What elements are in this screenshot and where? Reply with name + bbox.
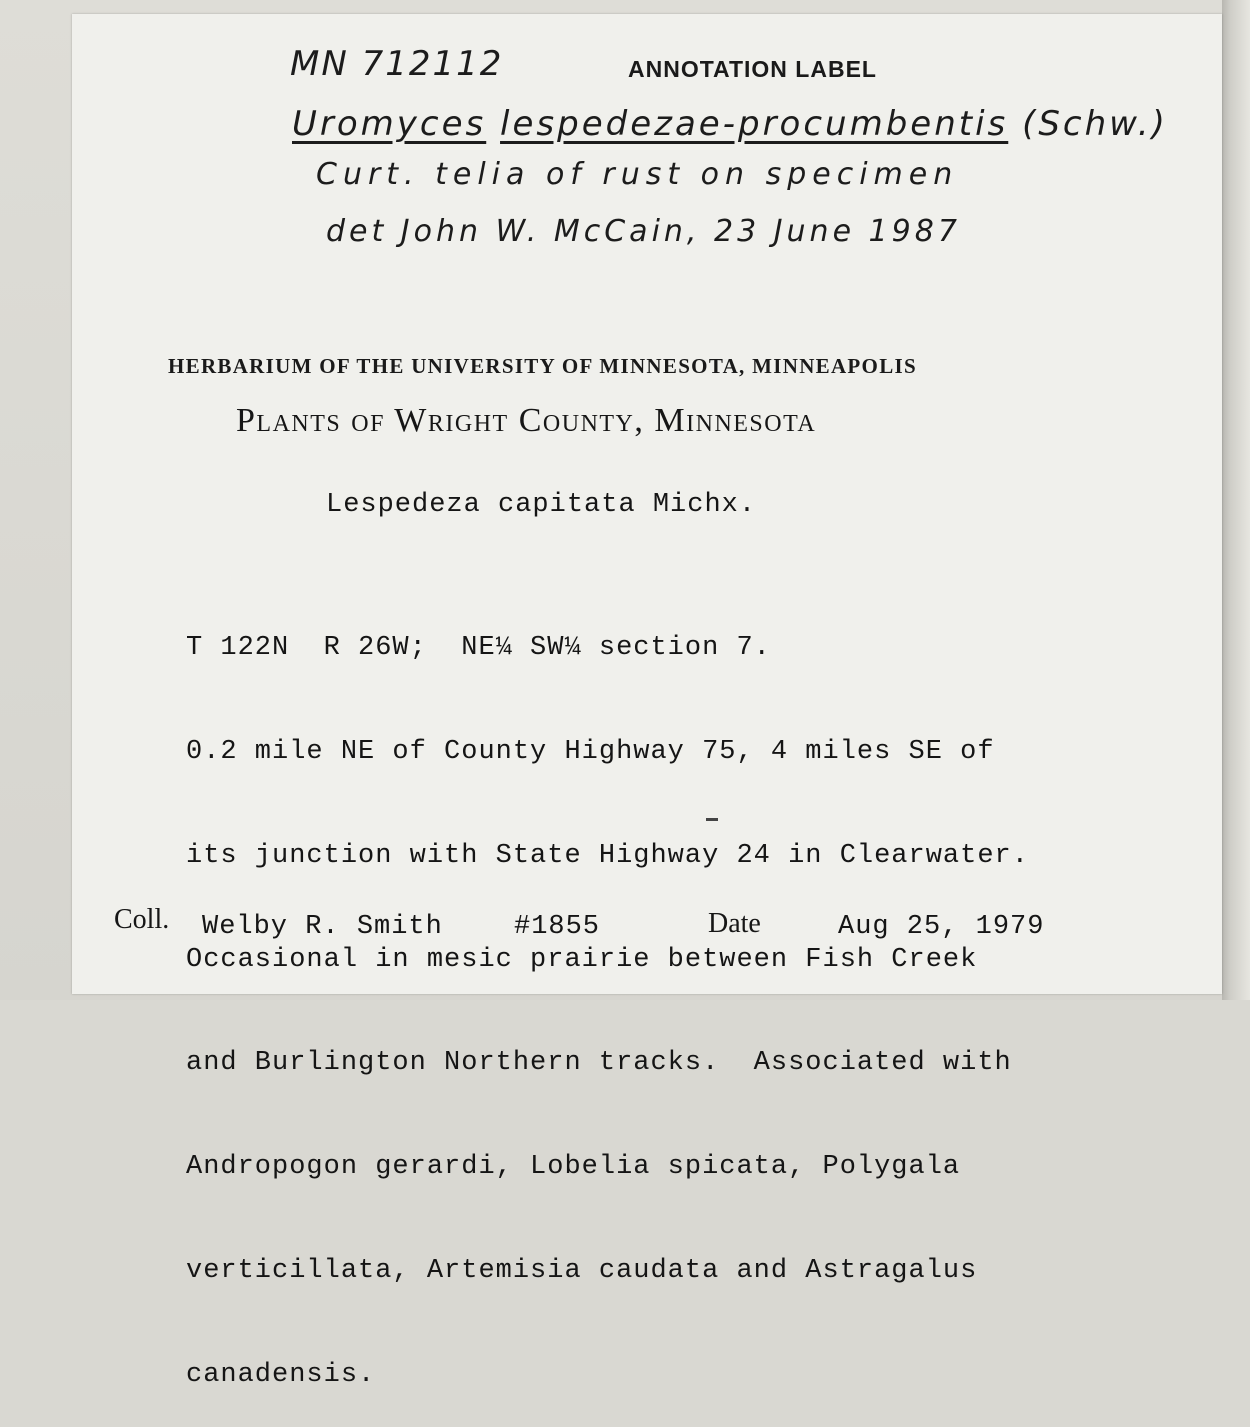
catalog-number: MN 712112 bbox=[290, 44, 504, 84]
locality-text bbox=[186, 562, 1029, 1427]
locality-line: Occasional in mesic prairie between Fish Creek bbox=[186, 944, 978, 975]
determination-epithet: lespedezae-procumbentis bbox=[500, 104, 1009, 144]
sheet-edge bbox=[1222, 0, 1250, 1000]
species-name: Lespedeza capitata Michx. bbox=[326, 490, 757, 520]
collection-date: Aug 25, 1979 bbox=[838, 912, 1045, 942]
locality-line: Andropogon gerardi, Lobelia spicata, Polygala bbox=[186, 1152, 961, 1183]
flora-title: Plants of Wright County, Minnesota bbox=[236, 402, 817, 439]
locality-line: canadensis. bbox=[186, 1359, 376, 1390]
locality-line: verticillata, Artemisia caudata and Astragalus bbox=[186, 1255, 978, 1286]
collection-number: #1855 bbox=[514, 912, 601, 942]
collector-name: Welby R. Smith bbox=[202, 912, 443, 942]
determination-genus: Uromyces bbox=[292, 104, 487, 144]
determiner-line: det John W. McCain, 23 June 1987 bbox=[326, 214, 961, 249]
determination-name bbox=[292, 104, 1168, 144]
locality-line: and Burlington Northern tracks. Associated with bbox=[186, 1048, 1012, 1079]
locality-line: its junction with State Highway 24 in Clearwater. bbox=[186, 840, 1029, 871]
collector-label: Coll. bbox=[114, 904, 170, 935]
locality-line: T 122N R 26W; NE¼ SW¼ section 7. bbox=[186, 633, 771, 664]
determination-author: (Schw.) bbox=[1022, 104, 1168, 144]
date-label: Date bbox=[708, 908, 761, 939]
herbarium-header: HERBARIUM OF THE UNIVERSITY OF MINNESOTA, MINNEAPOLIS bbox=[168, 354, 917, 378]
annotation-label-title: ANNOTATION LABEL bbox=[628, 56, 877, 82]
ink-speck bbox=[706, 818, 718, 821]
locality-line: 0.2 mile NE of County Highway 75, 4 miles SE of bbox=[186, 736, 995, 767]
determination-note: Curt. telia of rust on specimen bbox=[316, 157, 959, 192]
